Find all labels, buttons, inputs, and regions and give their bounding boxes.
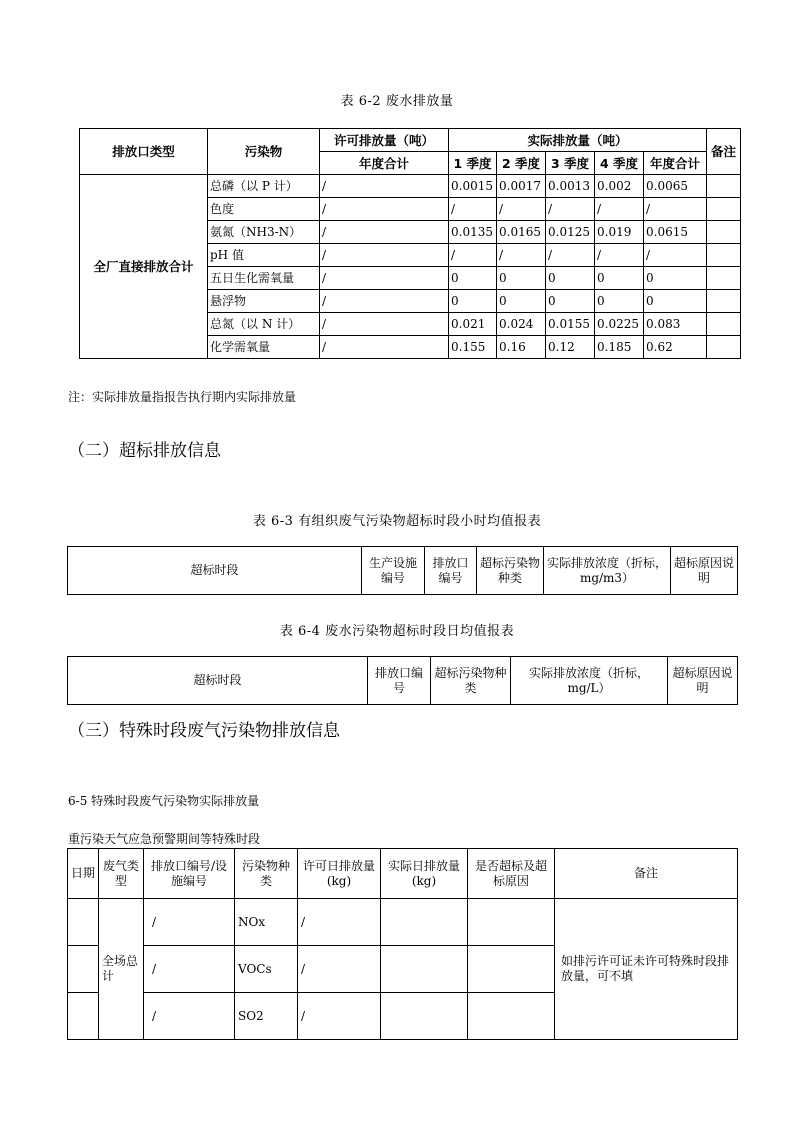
remark-cell: [707, 221, 741, 244]
header-q2: 2 季度: [497, 152, 546, 175]
header-permit: 许可排放量（吨）: [320, 129, 449, 152]
q3-cell: 0.0155: [546, 313, 595, 336]
total-cell: 0: [644, 290, 707, 313]
table1-caption: 表 6-2 废水排放量: [340, 94, 454, 109]
q4-cell: 0.185: [595, 336, 644, 359]
header-date: 日期: [68, 849, 99, 899]
remark-cell: [707, 267, 741, 290]
header-facility: 生产设施编号: [362, 547, 425, 595]
actual-cell: [381, 946, 468, 993]
q1-cell: 0.155: [449, 336, 497, 359]
q3-cell: /: [546, 198, 595, 221]
table-row: [80, 175, 741, 198]
permit-cell: /: [320, 267, 449, 290]
q3-cell: 0.0125: [546, 221, 595, 244]
table3-caption: 表 6-4 废水污染物超标时段日均值报表: [279, 624, 515, 639]
total-cell: /: [644, 244, 707, 267]
header-pollutant: 超标污染物种类: [431, 657, 511, 705]
pollutant-cell: VOCs: [235, 946, 298, 993]
pollutant-cell: 化学需氧量: [208, 336, 320, 359]
q2-cell: 0: [497, 290, 546, 313]
outlet-cell: /: [144, 899, 235, 946]
q4-cell: /: [595, 244, 644, 267]
header-year-total: 年度合计: [644, 152, 707, 175]
header-remark: 备注: [555, 849, 738, 899]
outlet-cell: /: [144, 946, 235, 993]
header-outlet-facility: 排放口编号/设施编号: [144, 849, 235, 899]
header-actual-daily: 实际日排放量(kg): [381, 849, 468, 899]
total-cell: 0.62: [644, 336, 707, 359]
header-period: 超标时段: [68, 657, 368, 705]
header-pollutant: 超标污染物种类: [477, 547, 544, 595]
header-reason: 超标原因说明: [671, 547, 738, 595]
q1-cell: /: [449, 198, 497, 221]
section-heading-special-period: （三）特殊时段废气污染物排放信息: [68, 721, 340, 741]
table4-subcaption: 重污染天气应急预警期间等特殊时段: [68, 832, 261, 846]
group-label: 全厂直接排放合计: [80, 175, 208, 359]
pollutant-cell: pH 值: [208, 244, 320, 267]
q3-cell: 0.0013: [546, 175, 595, 198]
permit-cell: /: [298, 946, 381, 993]
q1-cell: /: [449, 244, 497, 267]
header-reason: 超标原因说明: [668, 657, 738, 705]
q3-cell: /: [546, 244, 595, 267]
remark-cell: [707, 198, 741, 221]
pollutant-cell: SO2: [235, 993, 298, 1040]
header-period: 超标时段: [68, 547, 362, 595]
permit-cell: /: [320, 244, 449, 267]
exceed-cell: [468, 899, 555, 946]
permit-cell: /: [320, 198, 449, 221]
total-cell: /: [644, 198, 707, 221]
table1-note: 注：实际排放量指报告执行期内实际排放量: [68, 390, 297, 404]
wastewater-exceedance-table: [67, 656, 738, 705]
pollutant-cell: 氨氮（NH3-N）: [208, 221, 320, 244]
q1-cell: 0: [449, 290, 497, 313]
group-label: 全场总计: [99, 899, 144, 1040]
q2-cell: 0: [497, 267, 546, 290]
permit-cell: /: [320, 221, 449, 244]
permit-cell: /: [320, 336, 449, 359]
q2-cell: /: [497, 244, 546, 267]
header-annual-total: 年度合计: [320, 152, 449, 175]
exceed-cell: [468, 993, 555, 1040]
header-exceed: 是否超标及超标原因: [468, 849, 555, 899]
permit-cell: /: [320, 313, 449, 336]
q4-cell: 0.002: [595, 175, 644, 198]
q2-cell: /: [497, 198, 546, 221]
q2-cell: 0.0017: [497, 175, 546, 198]
q3-cell: 0.12: [546, 336, 595, 359]
header-outlet: 排放口编号: [425, 547, 477, 595]
header-remark: 备注: [707, 129, 741, 175]
header-q4: 4 季度: [595, 152, 644, 175]
q2-cell: 0.0165: [497, 221, 546, 244]
exceed-cell: [468, 946, 555, 993]
q1-cell: 0.021: [449, 313, 497, 336]
header-outlet: 排放口编号: [368, 657, 431, 705]
header-gas-type: 废气类型: [99, 849, 144, 899]
q1-cell: 0.0135: [449, 221, 497, 244]
table2-caption: 表 6-3 有组织废气污染物超标时段小时均值报表: [252, 514, 542, 529]
outlet-cell: /: [144, 993, 235, 1040]
q3-cell: 0: [546, 290, 595, 313]
q4-cell: 0: [595, 290, 644, 313]
actual-cell: [381, 899, 468, 946]
actual-cell: [381, 993, 468, 1040]
pollutant-cell: 总氮（以 N 计）: [208, 313, 320, 336]
remark-cell: [707, 175, 741, 198]
wastewater-emission-table: [79, 128, 741, 359]
header-q1: 1 季度: [449, 152, 497, 175]
date-cell: [68, 899, 99, 946]
section-heading-exceedance: （二）超标排放信息: [68, 441, 221, 461]
remark-cell: [707, 313, 741, 336]
remark-cell: [707, 336, 741, 359]
q1-cell: 0.0015: [449, 175, 497, 198]
q4-cell: 0.019: [595, 221, 644, 244]
q2-cell: 0.024: [497, 313, 546, 336]
special-period-table: [67, 848, 738, 1040]
date-cell: [68, 993, 99, 1040]
q4-cell: 0.0225: [595, 313, 644, 336]
permit-cell: /: [320, 290, 449, 313]
q3-cell: 0: [546, 267, 595, 290]
header-outlet-type: 排放口类型: [80, 129, 208, 175]
total-cell: 0.0065: [644, 175, 707, 198]
pollutant-cell: 色度: [208, 198, 320, 221]
permit-cell: /: [320, 175, 449, 198]
pollutant-cell: 五日生化需氧量: [208, 267, 320, 290]
pollutant-cell: NOx: [235, 899, 298, 946]
q4-cell: /: [595, 198, 644, 221]
pollutant-cell: 总磷（以 P 计）: [208, 175, 320, 198]
q4-cell: 0: [595, 267, 644, 290]
table-row: [68, 899, 738, 946]
header-concentration: 实际排放浓度（折标，mg/L）: [511, 657, 668, 705]
header-actual: 实际排放量（吨）: [449, 129, 707, 152]
remark-text: 如排污许可证未许可特殊时段排放量，可不填: [555, 899, 738, 1040]
remark-cell: [707, 244, 741, 267]
pollutant-cell: 悬浮物: [208, 290, 320, 313]
header-pollutant: 污染物: [208, 129, 320, 175]
permit-cell: /: [298, 993, 381, 1040]
header-q3: 3 季度: [546, 152, 595, 175]
gas-exceedance-table: [67, 546, 738, 595]
table4-caption: 6-5 特殊时段废气污染物实际排放量: [68, 794, 260, 808]
remark-cell: [707, 290, 741, 313]
total-cell: 0.083: [644, 313, 707, 336]
date-cell: [68, 946, 99, 993]
total-cell: 0.0615: [644, 221, 707, 244]
header-pollutant: 污染物种类: [235, 849, 298, 899]
header-concentration: 实际排放浓度（折标，mg/m3）: [544, 547, 671, 595]
header-permit-daily: 许可日排放量(kg): [298, 849, 381, 899]
permit-cell: /: [298, 899, 381, 946]
total-cell: 0: [644, 267, 707, 290]
q2-cell: 0.16: [497, 336, 546, 359]
q1-cell: 0: [449, 267, 497, 290]
